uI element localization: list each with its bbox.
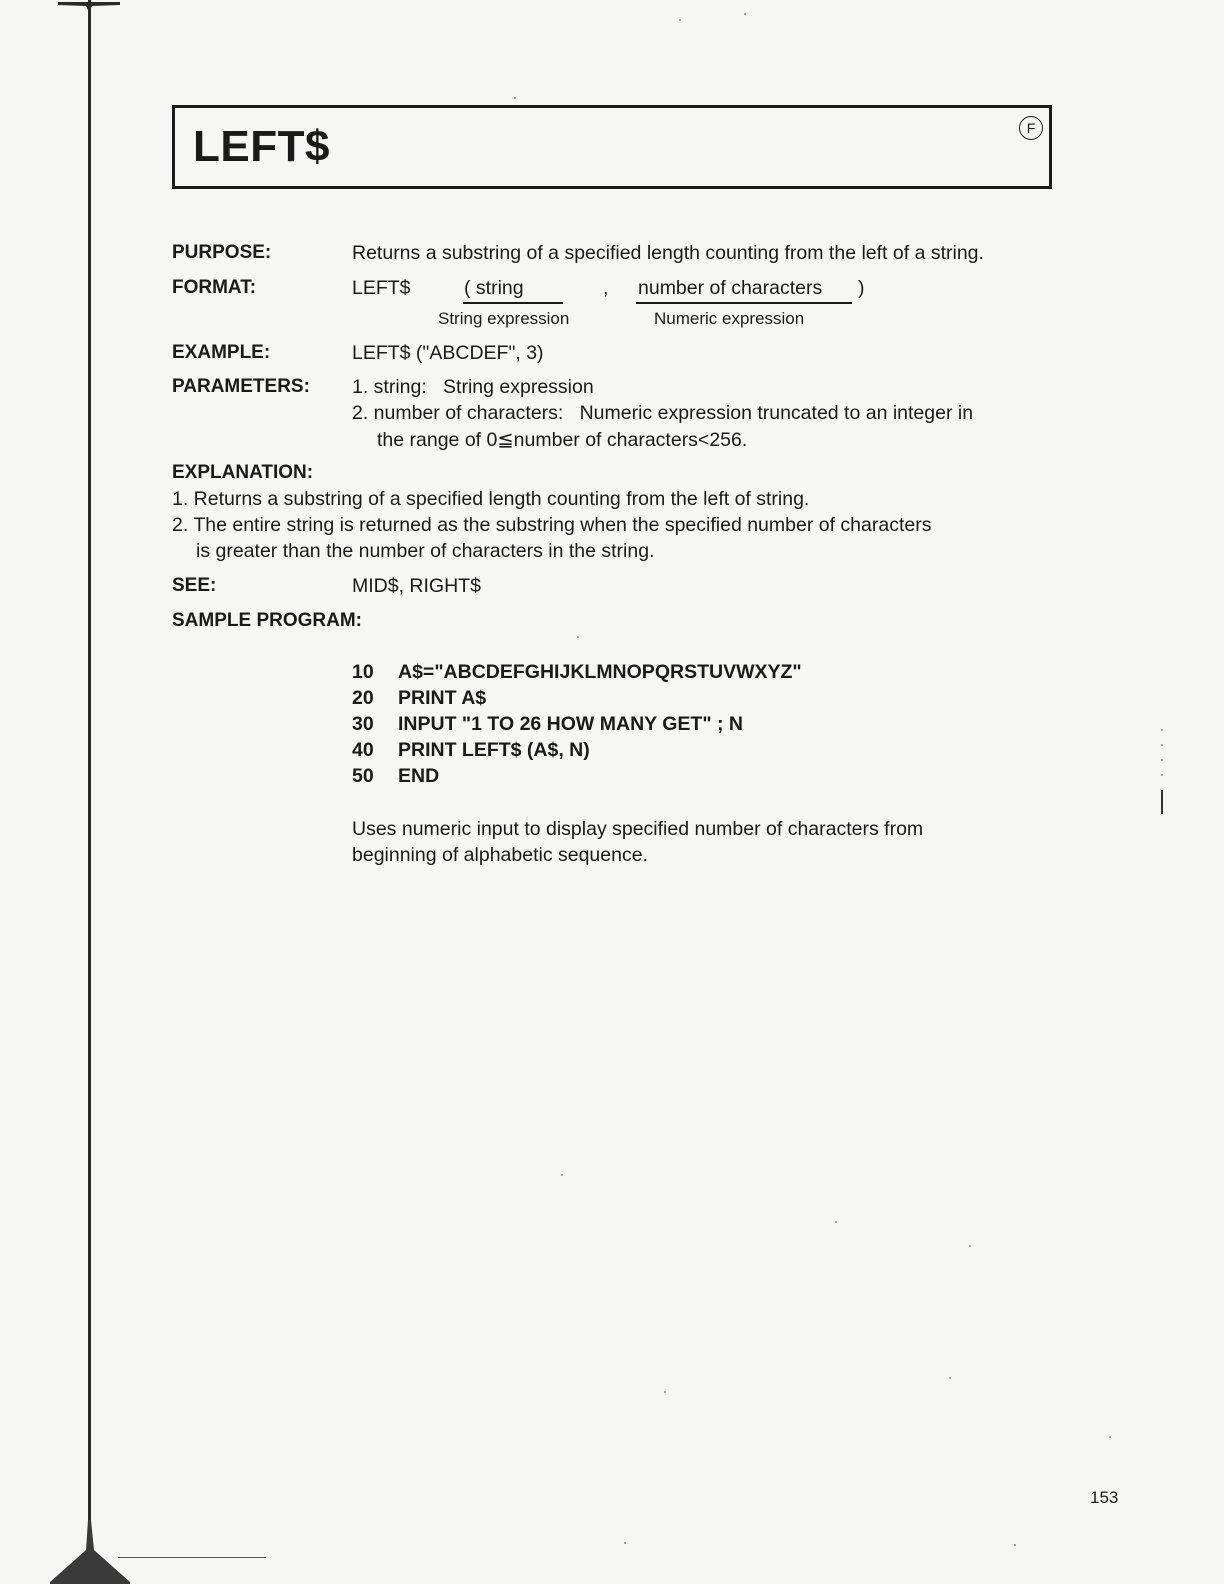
see-label: SEE:: [172, 575, 217, 596]
model-badge: F: [1019, 116, 1043, 140]
parameters-line-2: 2. number of characters: Numeric expression truncated to an integer in: [352, 402, 974, 424]
bottom-rule: [118, 1557, 266, 1558]
line-code: A$="ABCDEFGHIJKLMNOPQRSTUVWXYZ": [398, 661, 802, 683]
format-arg1-underline: [463, 302, 563, 304]
format-arg1: ( string: [464, 277, 524, 299]
line-code: END: [398, 765, 440, 787]
parameters-line-1: 1. string: String expression: [352, 376, 594, 398]
line-number: 50: [352, 765, 374, 787]
program-description-line-2: beginning of alphabetic sequence.: [352, 844, 648, 866]
format-func: LEFT$: [352, 277, 411, 299]
format-arg2: number of characters: [638, 277, 823, 299]
format-arg1-note: String expression: [438, 309, 570, 328]
format-comma: ,: [603, 277, 609, 299]
format-arg2-note: Numeric expression: [654, 309, 805, 328]
explanation-line-1: 1. Returns a substring of a specified length counting from the left of string.: [172, 488, 810, 510]
program-line: [352, 661, 802, 684]
format-label: FORMAT:: [172, 277, 257, 298]
line-number: 30: [352, 713, 374, 735]
see-text: MID$, RIGHT$: [352, 575, 481, 597]
line-number: 20: [352, 687, 374, 709]
parameters-line-3: the range of 0≦number of characters<256.: [377, 429, 748, 451]
example-label: EXAMPLE:: [172, 342, 271, 363]
sample-program-label: SAMPLE PROGRAM:: [172, 610, 362, 631]
program-line: [352, 687, 486, 710]
explanation-line-2: 2. The entire string is returned as the substring when the specified number of characters: [172, 514, 932, 536]
program-line: [352, 739, 590, 762]
example-text: LEFT$ ("ABCDEF", 3): [352, 342, 544, 364]
line-number: 10: [352, 661, 374, 683]
parameters-label: PARAMETERS:: [172, 376, 310, 397]
page-title: LEFT$: [193, 122, 330, 171]
format-close: ): [858, 277, 865, 299]
line-code: PRINT LEFT$ (A$, N): [398, 739, 590, 761]
explanation-label: EXPLANATION:: [172, 462, 314, 483]
explanation-line-3: is greater than the number of characters in the string.: [196, 540, 655, 562]
program-line: [352, 765, 439, 788]
line-code: PRINT A$: [398, 687, 487, 709]
page-number: 153: [1090, 1488, 1119, 1507]
title-box: [172, 105, 1052, 189]
line-code: INPUT "1 TO 26 HOW MANY GET" ; N: [398, 713, 743, 735]
program-line: [352, 713, 743, 736]
program-description-line-1: Uses numeric input to display specified number of characters from: [352, 818, 924, 840]
line-number: 40: [352, 739, 374, 761]
format-arg2-underline: [636, 302, 852, 304]
purpose-label: PURPOSE:: [172, 242, 272, 263]
purpose-text: Returns a substring of a specified length counting from the left of a string.: [352, 242, 984, 264]
